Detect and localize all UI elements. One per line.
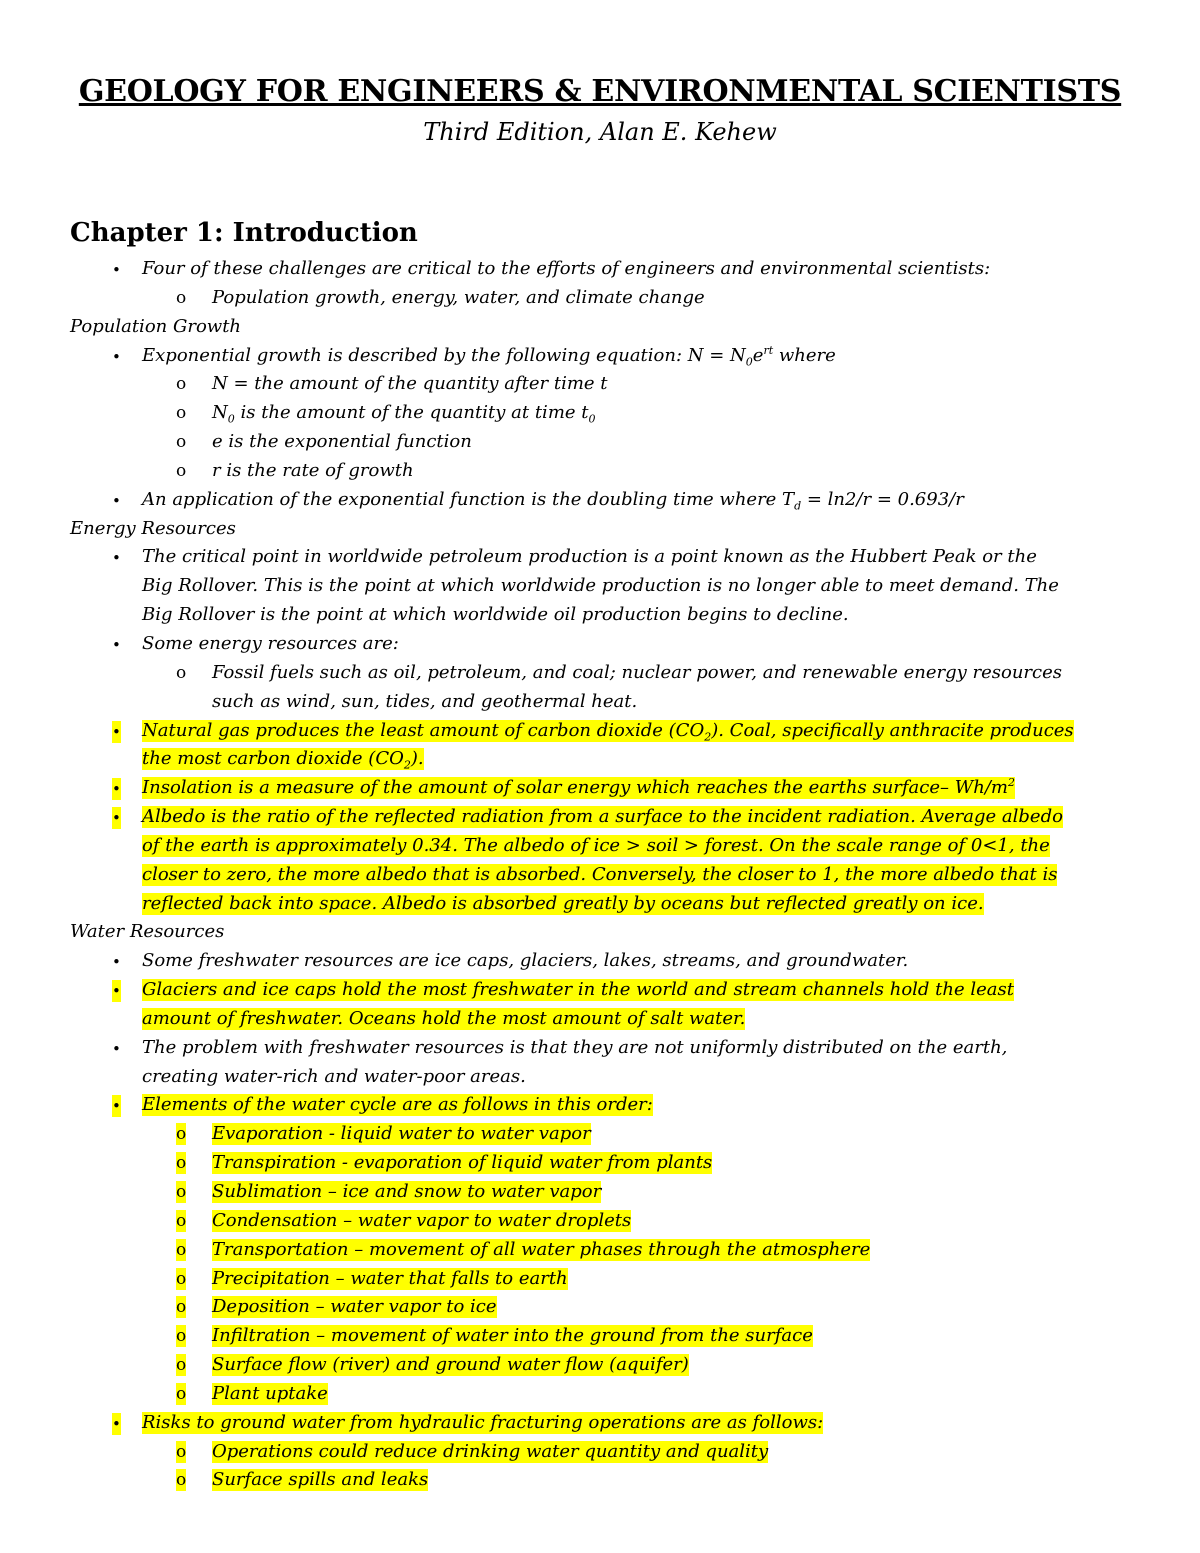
sub-list-item xyxy=(0,1321,1200,1350)
sub-bullet-marker: o xyxy=(176,662,187,683)
line-text: Elements of the water cycle are as follows in this order: xyxy=(142,1094,653,1116)
sub-list-item xyxy=(0,1465,1200,1494)
sub-bullet-marker: o xyxy=(176,1239,187,1260)
list-item xyxy=(0,1408,1200,1437)
line-text: Energy Resources xyxy=(70,517,236,539)
line-text: Infiltration – movement of water into the ground from the surface xyxy=(212,1325,813,1347)
sub-bullet-marker: o xyxy=(176,287,187,308)
sub-list-item xyxy=(0,283,1200,312)
section-heading xyxy=(0,514,1200,543)
list-item xyxy=(0,802,1200,831)
list-item xyxy=(0,773,1200,802)
line-text: Population Growth xyxy=(70,315,242,337)
bullet-marker: • xyxy=(112,982,121,1001)
bullet-marker: • xyxy=(112,549,121,568)
sub-list-item xyxy=(0,456,1200,485)
sub-bullet-marker: o xyxy=(176,1153,187,1174)
line-text: Water Resources xyxy=(70,921,225,943)
line-text: Population growth, energy, water, and climate change xyxy=(212,286,705,308)
list-item-continuation xyxy=(0,1004,1200,1033)
section-heading xyxy=(0,917,1200,946)
line-text: Big Rollover. This is the point at which worldwide production is no longer able to meet demand. The xyxy=(142,575,1059,597)
sub-list-item xyxy=(0,1264,1200,1293)
bullet-marker: • xyxy=(112,1097,121,1116)
sub-bullet-marker: o xyxy=(176,374,187,395)
line-text: Natural gas produces the least amount of carbon dioxide $(CO_2)$. Coal, specifically anthracite produces xyxy=(142,719,1074,744)
line-text: $N_0$ is the amount of the quantity at time $t_0$ xyxy=(212,402,596,426)
sub-bullet-marker: o xyxy=(176,1268,187,1289)
line-text: Exponential growth is described by the following equation: $N = N_0e^{rt}$ where xyxy=(142,343,836,369)
bullet-marker: • xyxy=(112,722,121,741)
sub-bullet-marker: o xyxy=(176,432,187,453)
list-item-continuation xyxy=(0,600,1200,629)
list-item xyxy=(0,629,1200,658)
sub-list-item xyxy=(0,369,1200,398)
bullet-marker: • xyxy=(112,1039,121,1058)
section-heading xyxy=(0,312,1200,341)
line-text: Transportation – movement of all water phases through the atmosphere xyxy=(212,1238,871,1260)
line-text: Deposition – water vapor to ice xyxy=(212,1296,497,1318)
line-text: closer to zero, the more albedo that is absorbed. Conversely, the closer to 1, the more albedo that is xyxy=(142,863,1058,885)
bullet-marker: • xyxy=(112,809,121,828)
line-text: such as wind, sun, tides, and geothermal heat. xyxy=(212,690,638,712)
line-text: Plant uptake xyxy=(212,1382,328,1404)
line-text: Big Rollover is the point at which worldwide oil production begins to decline. xyxy=(142,604,849,626)
line-text: r is the rate of growth xyxy=(212,459,414,481)
list-item xyxy=(0,716,1200,745)
sub-bullet-marker: o xyxy=(176,1297,187,1318)
list-item-continuation xyxy=(0,831,1200,860)
sub-list-item xyxy=(0,1235,1200,1264)
list-item-continuation xyxy=(0,571,1200,600)
sub-list-item xyxy=(0,398,1200,427)
list-item-continuation xyxy=(0,860,1200,889)
line-text: Albedo is the ratio of the reflected radiation from a surface to the incident radiation. Average albedo xyxy=(142,806,1063,828)
line-text: Transpiration - evaporation of liquid water from plants xyxy=(212,1152,713,1174)
list-item xyxy=(0,946,1200,975)
sub-list-item xyxy=(0,1350,1200,1379)
line-text: Four of these challenges are critical to the efforts of engineers and environmental scientists: xyxy=(142,258,991,279)
list-item xyxy=(0,254,1200,283)
bullet-marker: • xyxy=(112,347,121,366)
list-item xyxy=(0,485,1200,514)
sub-list-item xyxy=(0,658,1200,687)
line-text: Operations could reduce drinking water quantity and quality xyxy=(212,1440,769,1462)
line-text: Evaporation - liquid water to water vapor xyxy=(212,1123,591,1145)
line-text: Surface spills and leaks xyxy=(212,1469,429,1491)
line-text: Glaciers and ice caps hold the most freshwater in the world and stream channels hold the least xyxy=(142,979,1014,1001)
list-item xyxy=(0,1033,1200,1062)
sub-bullet-marker: o xyxy=(176,1470,187,1491)
sub-list-item xyxy=(0,427,1200,456)
line-text: Fossil fuels such as oil, petroleum, and coal; nuclear power, and renewable energy resources xyxy=(212,661,1063,683)
line-text: Risks to ground water from hydraulic fracturing operations are as follows: xyxy=(142,1411,824,1433)
line-text: amount of freshwater. Oceans hold the most amount of salt water. xyxy=(142,1007,746,1029)
sub-bullet-marker: o xyxy=(176,1210,187,1231)
line-text: Sublimation – ice and snow to water vapor xyxy=(212,1181,602,1202)
document-title: GEOLOGY FOR ENGINEERS & ENVIRONMENTAL SCIENTISTS xyxy=(78,74,1122,109)
sub-list-item xyxy=(0,1379,1200,1408)
line-text: An application of the exponential function is the doubling time where $T_d = \ln 2/r = 0.693/r$ xyxy=(142,488,964,513)
line-text: Some freshwater resources are ice caps, glaciers, lakes, streams, and groundwater. xyxy=(142,950,909,972)
sub-bullet-marker: o xyxy=(176,1326,187,1347)
list-item xyxy=(0,975,1200,1004)
sub-list-item xyxy=(0,1119,1200,1148)
list-item xyxy=(0,542,1200,571)
sub-bullet-marker: o xyxy=(176,460,187,481)
line-text: Precipitation – water that falls to earth xyxy=(212,1267,568,1289)
list-item-continuation xyxy=(0,687,1200,716)
list-item-continuation xyxy=(0,744,1200,773)
line-text: of the earth is approximately 0.34. The albedo of ice > soil > forest. On the scale range of 0<1, the xyxy=(142,834,1050,856)
bullet-marker: • xyxy=(112,261,121,279)
list-item xyxy=(0,341,1200,370)
line-text: Some energy resources are: xyxy=(142,632,399,654)
line-text: creating water-rich and water-poor areas. xyxy=(142,1065,526,1087)
sub-list-item xyxy=(0,1177,1200,1206)
sub-bullet-marker: o xyxy=(176,1383,187,1404)
sub-bullet-marker: o xyxy=(176,1355,187,1376)
bullet-marker: • xyxy=(112,953,121,972)
bullet-marker: • xyxy=(112,780,121,799)
line-text: reflected back into space. Albedo is absorbed greatly by oceans but reflected greatly on ice. xyxy=(142,892,984,914)
line-text: the most carbon dioxide $(CO_2)$. xyxy=(142,748,424,772)
sub-list-item xyxy=(0,1437,1200,1466)
sub-bullet-marker: o xyxy=(176,1182,187,1202)
sub-list-item xyxy=(0,1292,1200,1321)
bullet-marker: • xyxy=(112,635,121,654)
line-text: The problem with freshwater resources is that they are not uniformly distributed on the earth, xyxy=(142,1036,1008,1058)
list-item-continuation xyxy=(0,1062,1200,1091)
sub-list-item xyxy=(0,1206,1200,1235)
list-item-continuation xyxy=(0,889,1200,918)
list-item xyxy=(0,1090,1200,1119)
line-text: N = the amount of the quantity after time t xyxy=(212,373,608,395)
line-text: The critical point in worldwide petroleum production is a point known as the Hubbert Peak or the xyxy=(142,546,1037,568)
document-subtitle: Third Edition, Alan E. Kehew xyxy=(423,118,777,146)
line-text: Condensation – water vapor to water droplets xyxy=(212,1209,632,1231)
sub-bullet-marker: o xyxy=(176,403,187,424)
sub-list-item xyxy=(0,1148,1200,1177)
line-text: Surface flow (river) and ground water flow (aquifer) xyxy=(212,1354,689,1376)
sub-bullet-marker: o xyxy=(176,1441,187,1462)
sub-bullet-marker: o xyxy=(176,1124,187,1145)
line-text: e is the exponential function xyxy=(212,431,472,453)
bullet-marker: • xyxy=(112,1414,121,1433)
chapter-heading: Chapter 1: Introduction xyxy=(70,218,418,248)
notes-body xyxy=(0,254,1200,1494)
line-text: Insolation is a measure of the amount of solar energy which reaches the earths surface– $Wh/m^2$ xyxy=(142,776,1015,799)
bullet-marker: • xyxy=(112,491,121,510)
